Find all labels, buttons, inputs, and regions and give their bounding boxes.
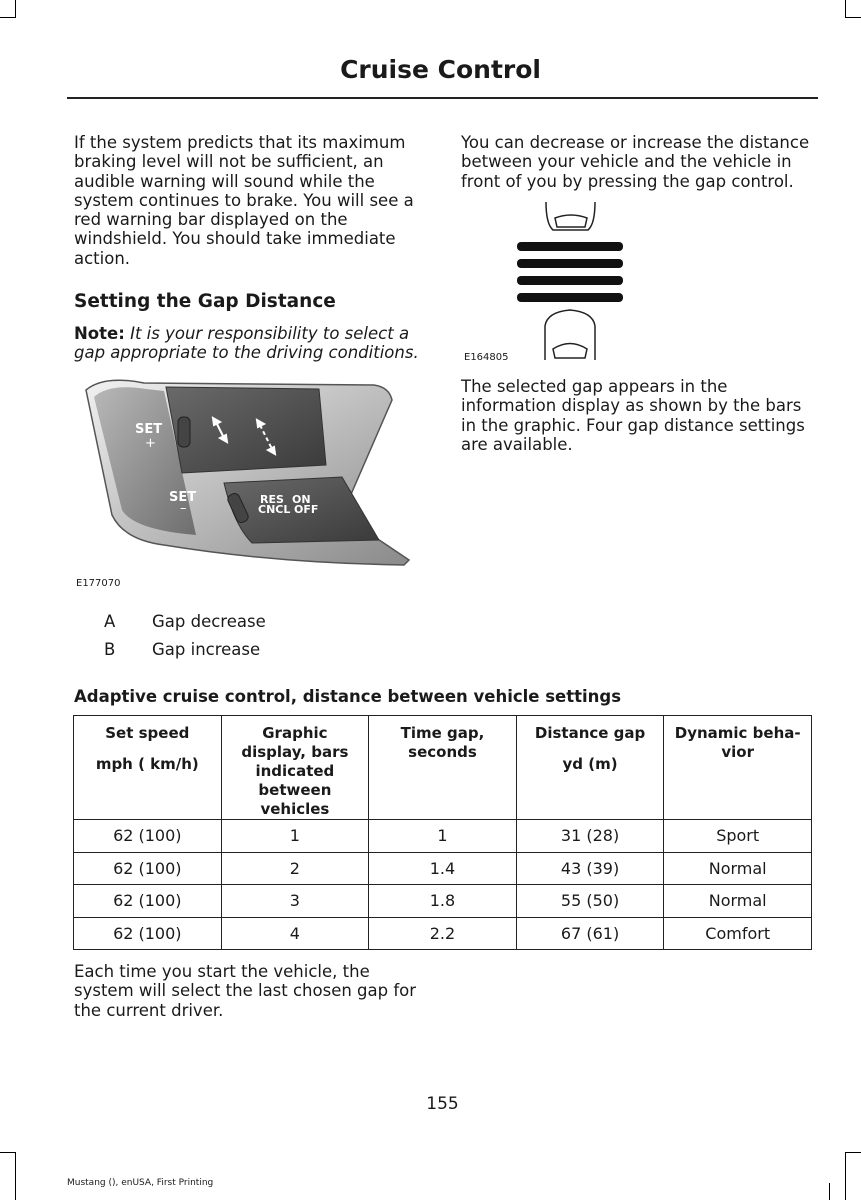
header-cell — [516, 716, 664, 820]
header-cell — [369, 716, 517, 820]
crop-mark — [845, 1152, 846, 1200]
table-cell: 43 (39) — [516, 852, 664, 885]
table-cell: 4 — [221, 917, 369, 950]
table-cell: 31 (28) — [516, 820, 664, 853]
table-cell: 62 (100) — [74, 852, 222, 885]
lead-vehicle-icon — [546, 202, 595, 230]
gap-display-graphic — [515, 198, 625, 363]
table-cell: 3 — [221, 885, 369, 918]
gap-bar — [517, 259, 623, 268]
table-cell: Normal — [664, 852, 812, 885]
crop-mark — [0, 1152, 16, 1153]
crop-mark — [845, 17, 861, 18]
table-cell: 1.8 — [369, 885, 517, 918]
legend-item — [104, 612, 266, 631]
gap-display-paragraph: The selected gap appears in the information display as shown by the bars in the graphic. Four gap distance settings are available. — [461, 377, 805, 454]
intro-paragraph: If the system predicts that its maximum braking level will not be sufficient, an audible warning will sound while the system continues to brake. You will see a red warning bar displayed on the windshield. You should take immediate action. — [74, 133, 414, 268]
button-divider — [178, 417, 190, 447]
on-label: ON — [292, 493, 311, 506]
crop-mark — [0, 17, 16, 18]
table-row — [74, 852, 812, 885]
table-row — [74, 820, 812, 853]
page-number: 155 — [426, 1094, 459, 1114]
table-cell: 2.2 — [369, 917, 517, 950]
table-cell: Sport — [664, 820, 812, 853]
left-column — [74, 133, 430, 363]
table-cell: Comfort — [664, 917, 812, 950]
gap-bar — [517, 276, 623, 285]
right-column — [461, 133, 821, 191]
header-cell — [74, 716, 222, 820]
table-caption: Adaptive cruise control, distance between vehicle settings — [74, 687, 622, 706]
table-cell: 1.4 — [369, 852, 517, 885]
section-heading: Setting the Gap Distance — [74, 291, 336, 313]
minus-label: – — [180, 501, 187, 516]
header-line: Dynamic beha-vior — [674, 724, 801, 761]
crop-mark — [15, 1152, 16, 1200]
table-cell: 55 (50) — [516, 885, 664, 918]
note-label: Note: — [74, 324, 125, 344]
header-cell — [221, 716, 369, 820]
gap-control-paragraph: You can decrease or increase the distance between your vehicle and the vehicle in front of you by pressing the gap control. — [461, 133, 810, 191]
crop-mark — [829, 1183, 830, 1200]
header-line: yd (m) — [562, 755, 618, 773]
header-cell — [664, 716, 812, 820]
note-text: It is your responsibility to select a gap appropriate to the driving conditions. — [74, 324, 419, 363]
off-label: OFF — [294, 503, 319, 516]
table-cell: 1 — [369, 820, 517, 853]
header-line: mph ( km/h) — [95, 755, 199, 773]
cruise-switch-illustration — [74, 375, 414, 570]
legend-label: Gap decrease — [152, 612, 266, 631]
header-line: Graphic display, bars indicated between vehicles — [241, 724, 349, 818]
table-row — [74, 917, 812, 950]
gap-settings-table — [73, 715, 812, 950]
header-line: Set speed — [105, 724, 190, 742]
table-cell: Normal — [664, 885, 812, 918]
table-cell: 67 (61) — [516, 917, 664, 950]
table-cell: 62 (100) — [74, 917, 222, 950]
table-cell: 62 (100) — [74, 885, 222, 918]
crop-mark — [845, 0, 846, 18]
figure-code-right: E164805 — [464, 352, 509, 363]
header-rule — [67, 97, 818, 99]
note — [74, 324, 430, 363]
plus-label: + — [145, 436, 156, 451]
table-cell: 2 — [221, 852, 369, 885]
table-cell: 62 (100) — [74, 820, 222, 853]
set-plus-label: SET — [135, 422, 163, 437]
gap-bar — [517, 242, 623, 251]
legend-key: A — [104, 612, 116, 631]
last-gap-paragraph: Each time you start the vehicle, the system will select the last chosen gap for the current driver. — [74, 962, 417, 1020]
set-minus-label: SET — [169, 490, 197, 505]
legend-item — [104, 640, 260, 659]
crop-mark — [15, 0, 16, 18]
legend-key: B — [104, 640, 116, 659]
gap-bars — [517, 242, 623, 302]
table-cell: 1 — [221, 820, 369, 853]
legend-label: Gap increase — [152, 640, 261, 659]
print-footer: Mustang (), enUSA, First Printing — [67, 1178, 214, 1188]
table-row — [74, 885, 812, 918]
cncl-label: CNCL — [258, 503, 291, 516]
gap-bar — [517, 293, 623, 302]
figure-code-left: E177070 — [76, 578, 121, 589]
table-header-row — [74, 716, 812, 820]
header-line: Distance gap — [534, 724, 646, 742]
res-label: RES — [260, 493, 284, 506]
header-line: Time gap, seconds — [400, 724, 485, 761]
own-vehicle-icon — [545, 310, 595, 360]
crop-mark — [845, 1152, 861, 1153]
page-title: Cruise Control — [340, 55, 541, 84]
